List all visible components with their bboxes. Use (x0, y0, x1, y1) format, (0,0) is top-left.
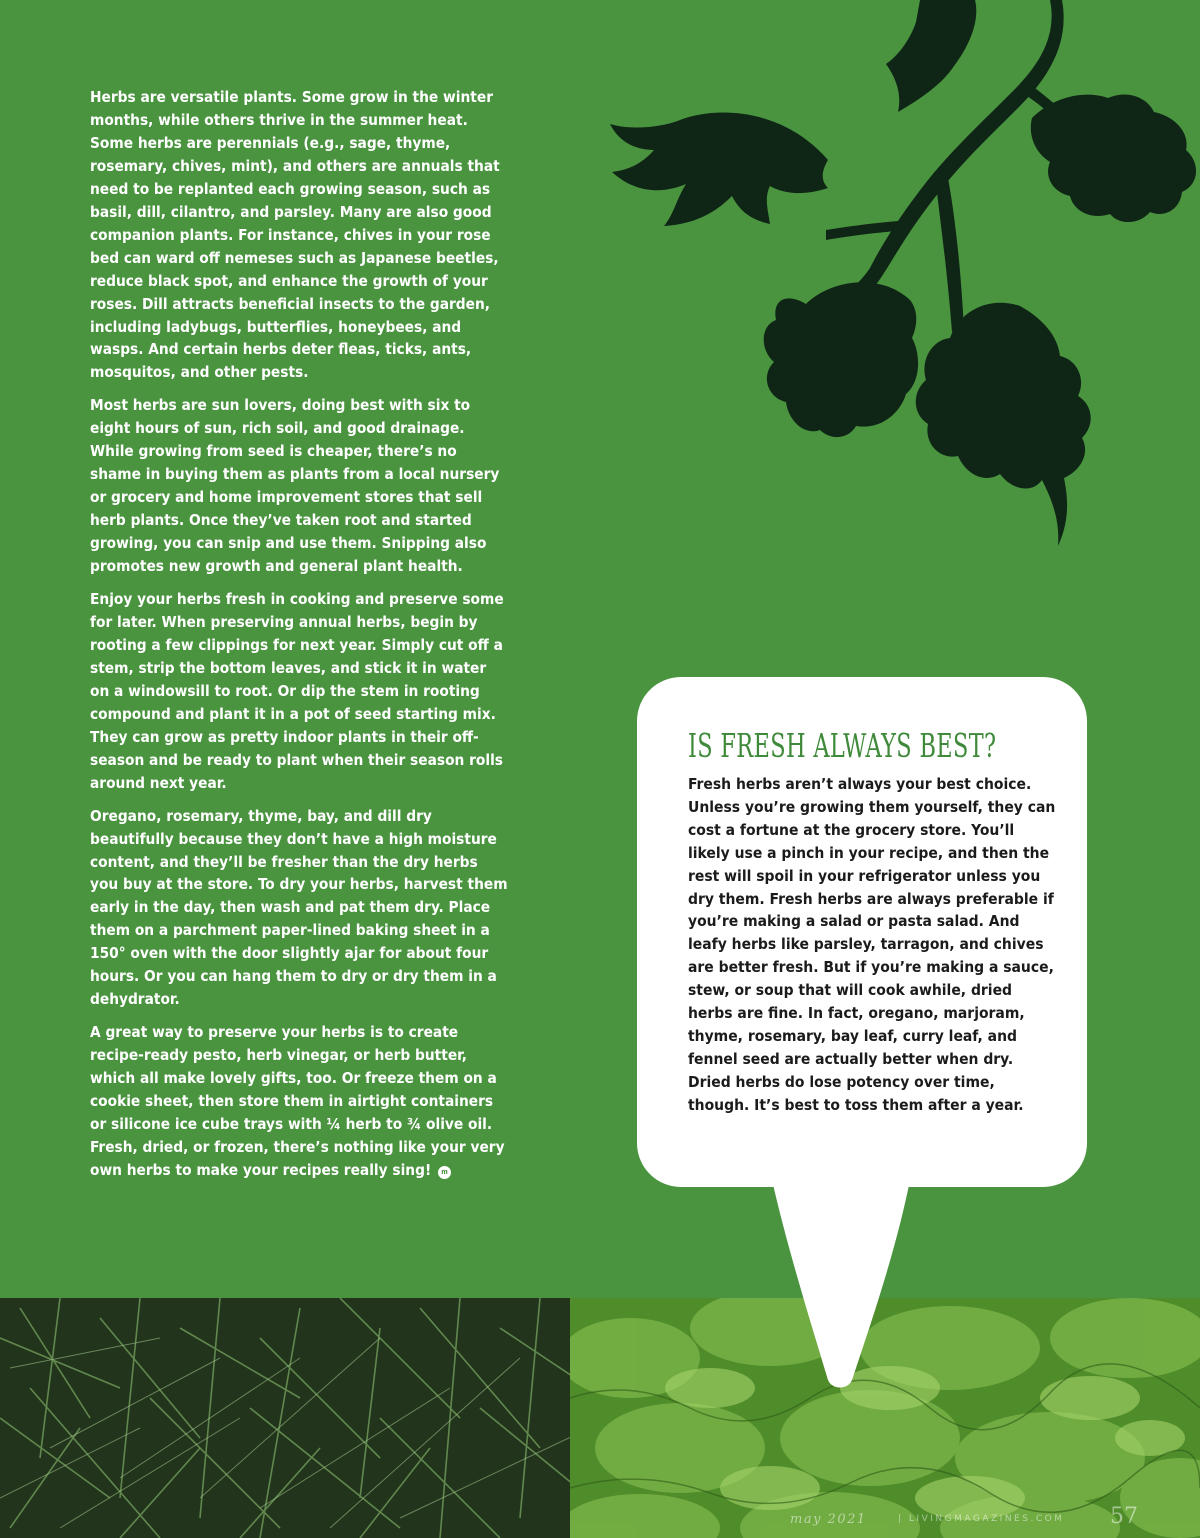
magazine-url (898, 1514, 1064, 1524)
article-paragraph (90, 1021, 510, 1182)
folio-separator: | (898, 1514, 904, 1524)
magazine-name: LIVINGMAGAZINES.COM (908, 1514, 1065, 1524)
parsley-vine-illustration (580, 0, 1200, 560)
article-paragraph: Herbs are versatile plants. Some grow in the winter months, while others thrive in the summer heat. Some herbs are perennials (e.g., sage, thyme, rosemary, chives, mint), and others are annuals that need to be replanted each growing season, such as basil, dill, cilantro, and parsley. Many are also good companion plants. For instance, chives in your rose bed can ward off nemeses such as Japanese beetles, reduce black spot, and enhance the growth of your roses. Dill attracts beneficial insects to the garden, including ladybugs, butterflies, honeybees, and wasps. And certain herbs deter fleas, ticks, ants, mosquitos, and other pests. (90, 88, 500, 382)
sidebar-bubble-pointer (760, 1180, 920, 1392)
page-number: 57 (1110, 1504, 1138, 1529)
article-paragraph-text: A great way to preserve your herbs is to create recipe-ready pesto, herb vinegar, or herb butter, which all make lovely gifts, too. Or freeze them on a cookie sheet, then store them in airtight containers or silicone ice cube trays with ¼ herb to ¾ olive oil. Fresh, dried, or frozen, there’s nothing like your very own herbs to make your recipes really sing! (90, 1023, 505, 1179)
herb-photo-strip (0, 1298, 1200, 1538)
sidebar-title: IS FRESH ALWAYS BEST? (688, 726, 997, 765)
dill-photo-illustration (0, 1298, 590, 1538)
article-body (90, 86, 510, 1192)
page-folio (790, 1504, 1190, 1530)
article-paragraph: Enjoy your herbs fresh in cooking and preserve some for later. When preserving annual herbs, begin by rooting a few clippings for next year. Simply cut off a stem, strip the bottom leaves, and stick it in water on a windowsill to root. Or dip the stem in rooting compound and plant it in a pot of seed starting mix. They can grow as pretty indoor plants in their off-season and be ready to plant when their season rolls around next year. (90, 590, 504, 792)
end-mark-icon: m (438, 1166, 451, 1179)
dill-photo (0, 1298, 590, 1538)
issue-date: may 2021 (790, 1512, 867, 1527)
sidebar-body: Fresh herbs aren’t always your best choice. Unless you’re growing them yourself, they can cost a fortune at the grocery store. You’ll likely use a pinch in your recipe, and then the rest will spoil in your refrigerator unless you dry them. Fresh herbs are always preferable if you’re making a salad or pasta salad. And leafy herbs like parsley, tarragon, and chives are better fresh. But if you’re making a sauce, stew, or soup that will cook awhile, dried herbs are fine. In fact, oregano, marjoram, thyme, rosemary, bay leaf, curry leaf, and fennel seed are actually better when dry. Dried herbs do lose potency over time, though. It’s best to toss them after a year. (688, 775, 1056, 1114)
article-paragraph: Most herbs are sun lovers, doing best with six to eight hours of sun, rich soil, and good drainage. While growing from seed is cheaper, there’s no shame in buying them as plants from a local nursery or grocery and home improvement stores that sell herb plants. Once they’ve taken root and started growing, you can snip and use them. Snipping also promotes new growth and general plant health. (90, 396, 500, 576)
article-paragraph: Oregano, rosemary, thyme, bay, and dill dry beautifully because they don’t have a high moisture content, and they’ll be fresher than the dry herbs you buy at the store. To dry your herbs, harvest them early in the day, then wash and pat them dry. Place them on a parchment paper-lined baking sheet in a 150° oven with the door slightly ajar for about four hours. Or you can hang them to dry or dry them in a dehydrator. (90, 806, 508, 1009)
